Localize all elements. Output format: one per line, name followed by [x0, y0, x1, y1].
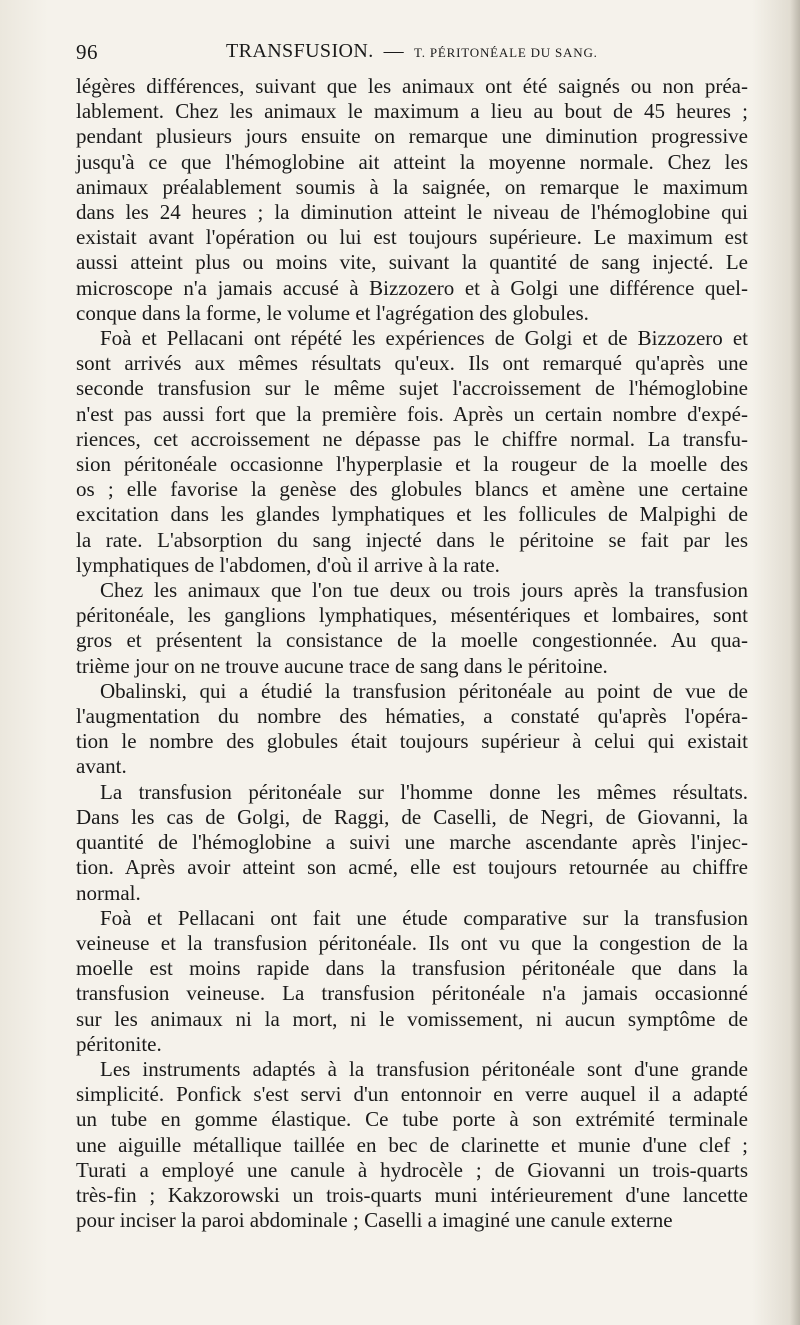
text-line: sur les animaux ni la mort, ni le vomissement, ni aucun symptôme de [76, 1006, 748, 1031]
text-line: Chez les animaux que l'on tue deux ou trois jours après la transfusion [100, 578, 748, 603]
text-line: Dans les cas de Golgi, de Raggi, de Caselli, de Negri, de Giovanni, la [76, 804, 748, 829]
body-text [76, 74, 748, 1233]
text-line: Foà et Pellacani ont répété les expériences de Golgi et de Bizzozero et [100, 326, 748, 351]
text-line: animaux préalablement soumis à la saignée, on remarque le maximum [76, 174, 748, 199]
text-line: existait avant l'opération ou lui est toujours supérieure. Le maximum est [76, 225, 748, 250]
running-header [76, 40, 748, 70]
text-line: péritonite. [76, 1031, 162, 1056]
text-line: microscope n'a jamais accusé à Bizzozero et à Golgi une différence quel- [76, 275, 748, 300]
text-line: dans les 24 heures ; la diminution atteint le niveau de l'hémoglobine qui [76, 200, 748, 225]
text-line: Foà et Pellacani ont fait une étude comparative sur la transfusion [100, 905, 748, 930]
text-line: veineuse et la transfusion péritonéale. Ils ont vu que la congestion de la [76, 930, 748, 955]
running-title [226, 40, 598, 63]
text-line: gros et présentent la consistance de la moelle congestionnée. Au qua- [76, 628, 748, 653]
text-line: la rate. L'absorption du sang injecté dans le péritoine se fait par les [76, 527, 748, 552]
text-line: moelle est moins rapide dans la transfusion péritonéale que dans la [76, 956, 748, 981]
text-line: tion le nombre des globules était toujours supérieur à celui qui existait [76, 729, 748, 754]
text-line: sion péritonéale occasionne l'hyperplasie et la rougeur de la moelle des [76, 452, 748, 477]
text-line: pendant plusieurs jours ensuite on remarque une diminution progressive [76, 124, 748, 149]
text-line: sont arrivés aux mêmes résultats qu'eux. Ils ont remarqué qu'après une [76, 351, 748, 376]
text-line: quantité de l'hémoglobine a suivi une marche ascendante après l'injec- [76, 830, 748, 855]
text-line: tion. Après avoir atteint son acmé, elle est toujours retournée au chiffre [76, 855, 748, 880]
text-line: seconde transfusion sur le même sujet l'accroissement de l'hémoglobine [76, 376, 748, 401]
text-line: trième jour on ne trouve aucune trace de sang dans le péritoine. [76, 653, 608, 678]
text-line: très-fin ; Kakzorowski un trois-quarts muni intérieurement d'une lancette [76, 1182, 748, 1207]
text-line: jusqu'à ce que l'hémoglobine ait atteint la moyenne normale. Chez les [76, 149, 748, 174]
text-line: péritonéale, les ganglions lymphatiques, mésentériques et lombaires, sont [76, 603, 748, 628]
text-line: l'augmentation du nombre des hématies, a constaté qu'après l'opéra- [76, 704, 748, 729]
text-line: lablement. Chez les animaux le maximum a lieu au bout de 45 heures ; [76, 99, 748, 124]
text-line: n'est pas aussi fort que la première fois. Après un certain nombre d'expé- [76, 401, 748, 426]
text-line: Turati a employé une canule à hydrocèle ; de Giovanni un trois-quarts [76, 1157, 748, 1182]
text-line: Les instruments adaptés à la transfusion péritonéale sont d'une grande [100, 1056, 748, 1081]
page-number: 96 [76, 40, 98, 64]
text-line: légères différences, suivant que les animaux ont été saignés ou non préa- [76, 74, 748, 98]
chapter-title: TRANSFUSION. [226, 40, 374, 62]
page-edge-shadow [790, 0, 800, 1325]
text-line: excitation dans les glandes lymphatiques et les follicules de Malpighi de [76, 502, 748, 527]
text-line: une aiguille métallique taillée en bec de clarinette et munie d'une clef ; [76, 1132, 748, 1157]
text-line: riences, cet accroissement ne dépasse pas le chiffre normal. La transfu- [76, 426, 748, 451]
text-line: pour inciser la paroi abdominale ; Caselli a imaginé une canule externe [76, 1208, 673, 1233]
text-line: transfusion veineuse. La transfusion péritonéale n'a jamais occasionné [76, 981, 748, 1006]
text-line: conque dans la forme, le volume et l'agrégation des globules. [76, 300, 589, 325]
text-line: Obalinski, qui a étudié la transfusion péritonéale au point de vue de [100, 678, 748, 703]
text-line: normal. [76, 880, 141, 905]
title-separator: — [383, 40, 405, 62]
text-line: un tube en gomme élastique. Ce tube porte à son extrémité terminale [76, 1107, 748, 1132]
text-line: simplicité. Ponfick s'est servi d'un entonnoir en verre auquel il a adapté [76, 1082, 748, 1107]
text-line: La transfusion péritonéale sur l'homme donne les mêmes résultats. [100, 779, 748, 804]
text-line: avant. [76, 754, 127, 779]
section-title: T. PÉRITONÉALE DU SANG. [414, 45, 598, 60]
text-line: lymphatiques de l'abdomen, d'où il arrive à la rate. [76, 552, 500, 577]
text-line: os ; elle favorise la genèse des globules blancs et amène une certaine [76, 477, 748, 502]
text-line: aussi atteint plus ou moins vite, suivant la quantité de sang injecté. Le [76, 250, 748, 275]
